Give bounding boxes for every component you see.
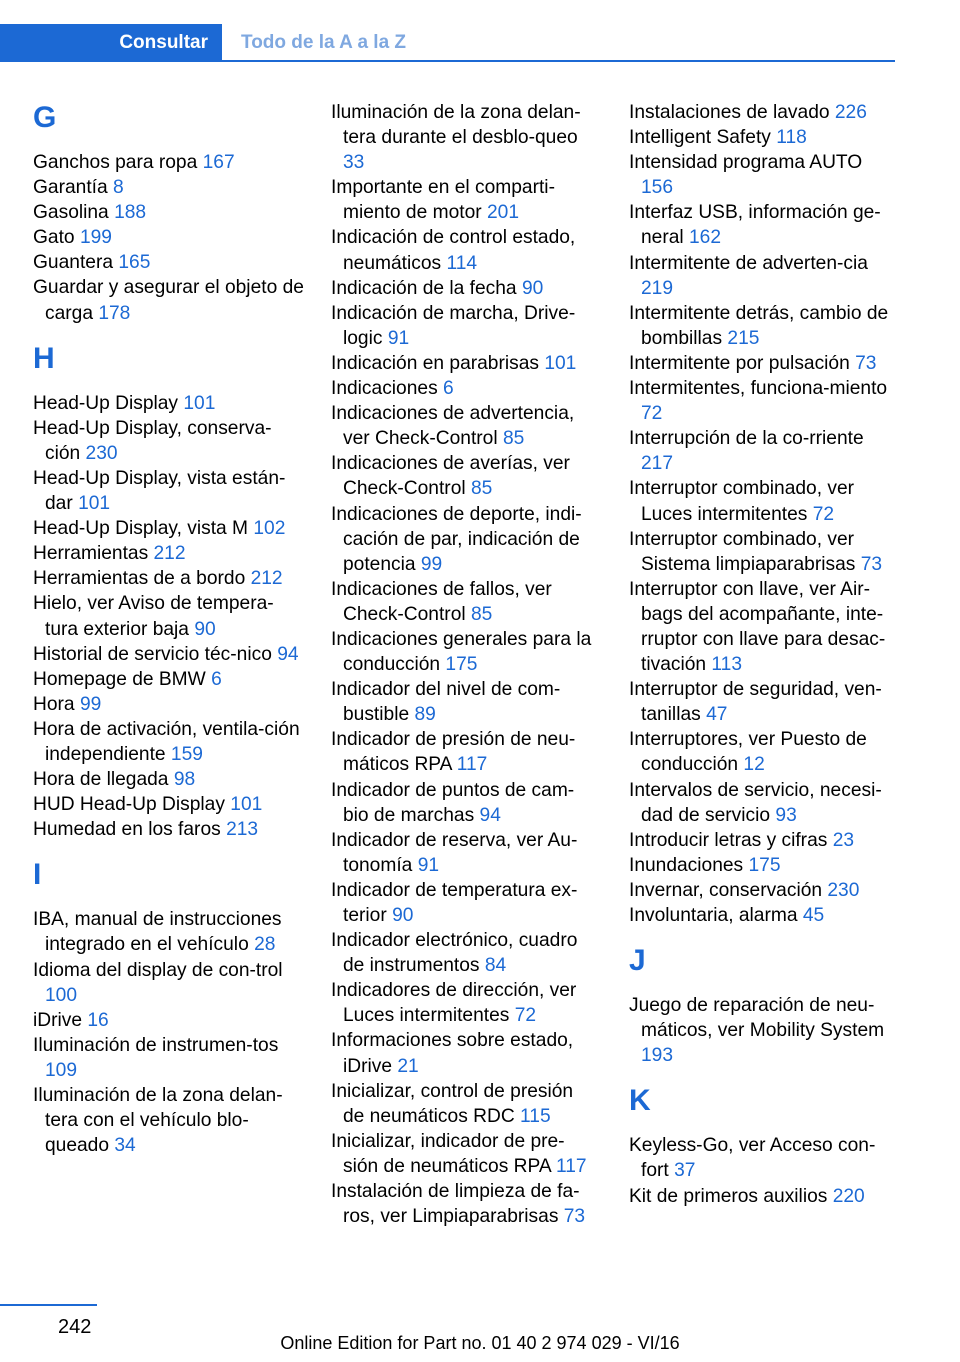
index-column-3 xyxy=(629,100,897,1209)
index-entry xyxy=(331,1129,599,1179)
index-entry-text: iDrive xyxy=(33,1009,83,1031)
index-entry xyxy=(33,792,305,817)
index-page-link[interactable]: 101 xyxy=(78,493,111,515)
index-page-link[interactable]: 175 xyxy=(748,854,781,876)
index-page-link[interactable]: 90 xyxy=(521,277,544,299)
index-page-link[interactable]: 165 xyxy=(118,252,151,274)
index-entry-text: Intensidad programa AUTO xyxy=(629,152,863,174)
index-page-link[interactable]: 12 xyxy=(743,754,765,776)
index-page-link[interactable]: 28 xyxy=(254,934,276,956)
index-entry xyxy=(629,376,897,426)
index-entry-text: Kit de primeros auxilios xyxy=(629,1185,828,1207)
index-page-link[interactable]: 99 xyxy=(79,693,102,715)
index-page-link[interactable]: 212 xyxy=(153,543,186,565)
index-entry xyxy=(629,677,897,727)
index-page-link[interactable]: 220 xyxy=(832,1185,865,1207)
index-entry xyxy=(331,376,599,401)
index-page-link[interactable]: 201 xyxy=(487,202,520,224)
index-page-link[interactable]: 94 xyxy=(479,804,501,826)
index-page-link[interactable]: 85 xyxy=(502,428,525,450)
index-entry xyxy=(33,391,305,416)
index-entry-text: Intelligent Safety xyxy=(629,127,771,149)
index-entry-text: Iluminación de la zona delan-tera durante el desblo-queo xyxy=(331,102,581,149)
index-page-link[interactable]: 90 xyxy=(392,905,414,926)
index-entry-text: Indicaciones de advertencia, ver Check-Control xyxy=(331,403,575,450)
index-entry-text: IBA, manual de instrucciones integrado en el vehículo xyxy=(33,909,282,956)
index-entry xyxy=(331,276,599,301)
index-page-link[interactable]: 91 xyxy=(387,327,410,349)
index-entry xyxy=(331,301,599,351)
index-entry xyxy=(331,1028,599,1078)
index-entry-text: Introducir letras y cifras xyxy=(629,829,828,851)
index-entry xyxy=(33,817,305,842)
index-entry-text: Hora xyxy=(33,693,75,715)
index-entry xyxy=(331,928,599,978)
index-entry-text: Intermitente detrás, cambio de bombillas xyxy=(629,302,889,349)
index-entry xyxy=(33,1083,305,1158)
index-entry-text: Indicador electrónico, cuadro de instrumentos xyxy=(331,930,578,977)
index-page-link[interactable]: 6 xyxy=(211,668,222,690)
index-entry-text: Homepage de BMW xyxy=(33,668,206,690)
index-page-link[interactable]: 94 xyxy=(277,643,299,665)
index-entry xyxy=(629,476,897,526)
index-entry-text: Guantera xyxy=(33,252,114,274)
index-entry xyxy=(331,401,599,451)
index-entry-text: Indicación en parabrisas xyxy=(331,352,539,374)
index-entry xyxy=(33,416,305,466)
index-page-link[interactable]: 89 xyxy=(414,704,436,726)
index-entry-text: Indicación de la fecha xyxy=(331,277,517,299)
index-entry-text: HUD Head-Up Display xyxy=(33,794,225,816)
index-entry xyxy=(629,200,897,250)
index-entry xyxy=(331,351,599,376)
index-entry-text: Indicador de temperatura ex-terior xyxy=(331,879,578,926)
index-page-link[interactable]: 193 xyxy=(641,1045,674,1067)
index-entry-text: Indicador del nivel de com-bustible xyxy=(331,679,561,726)
index-entry xyxy=(629,577,897,677)
index-entry xyxy=(33,1008,305,1033)
index-page-link[interactable]: 226 xyxy=(834,102,867,123)
index-entry-text: Head-Up Display, conserva-ción xyxy=(33,417,272,464)
index-entry xyxy=(331,1179,599,1229)
index-entry-text: Indicaciones de fallos, ver Check-Control xyxy=(331,578,552,625)
index-page-link[interactable]: 6 xyxy=(443,378,454,400)
index-page-link[interactable]: 230 xyxy=(827,879,860,901)
index-entry xyxy=(33,225,305,250)
index-entry xyxy=(629,903,897,928)
index-entry-text: Herramientas xyxy=(33,543,149,565)
index-entry-text: Head-Up Display xyxy=(33,392,179,414)
index-entry xyxy=(33,275,305,325)
index-entry-text: Keyless-Go, ver Acceso con-fort xyxy=(629,1135,876,1182)
index-entry xyxy=(331,1079,599,1129)
index-entry-text: Hora de llegada xyxy=(33,769,169,791)
index-entry-text: Interruptor combinado, ver Sistema limpiaparabrisas xyxy=(629,528,856,575)
index-entry-text: Indicador de reserva, ver Au-tonomía xyxy=(331,829,578,876)
index-entry xyxy=(33,692,305,717)
index-entry-text: Indicador de puntos de cam-bio de marchas xyxy=(331,779,575,826)
index-entry xyxy=(629,100,897,125)
index-page-link[interactable]: 72 xyxy=(514,1005,537,1027)
index-entry-text: Inicializar, control de presión de neumáticos RDC xyxy=(331,1080,574,1127)
index-entry xyxy=(33,175,305,200)
index-page-link[interactable]: 162 xyxy=(689,227,722,249)
index-entry-text: Humedad en los faros xyxy=(33,819,221,841)
index-entry-text: Interrupción de la co-rriente xyxy=(629,428,864,450)
index-entry xyxy=(331,100,599,175)
index-page-link[interactable]: 85 xyxy=(470,603,493,625)
index-page-link[interactable]: 215 xyxy=(727,327,760,349)
index-entry-text: Interfaz USB, información ge-neral xyxy=(629,202,881,249)
index-page-link[interactable]: 115 xyxy=(520,1105,551,1127)
index-entry xyxy=(629,727,897,777)
index-entry xyxy=(33,150,305,175)
index-page-link[interactable]: 230 xyxy=(85,442,118,464)
index-entry-text: Garantía xyxy=(33,177,108,199)
index-entry-text: Intermitente por pulsación xyxy=(629,352,850,374)
index-entry-text: Iluminación de instrumen-tos xyxy=(33,1034,279,1056)
index-entry-text: Instalaciones de lavado xyxy=(629,102,830,123)
index-entry-text: Juego de reparación de neu-máticos, ver Mobility System xyxy=(629,995,885,1042)
index-entry-text: Importante en el comparti-miento de motor xyxy=(331,177,555,224)
index-page-link[interactable]: 93 xyxy=(775,804,797,826)
index-entry xyxy=(629,150,897,200)
index-entry-text: Indicación de control estado, neumáticos xyxy=(331,227,576,274)
index-page-link[interactable]: 37 xyxy=(674,1160,696,1182)
index-entry-text: Involuntaria, alarma xyxy=(629,905,798,926)
index-page-link[interactable]: 156 xyxy=(641,177,674,199)
index-entry-text: Ganchos para ropa xyxy=(33,152,198,173)
index-entry-text: Herramientas de a bordo xyxy=(33,568,246,590)
index-page-link[interactable]: 113 xyxy=(711,654,742,676)
index-entry-text: Interruptor de seguridad, ven-tanillas xyxy=(629,679,882,726)
index-page-link[interactable]: 73 xyxy=(855,352,877,374)
index-page-link[interactable]: 117 xyxy=(555,1155,587,1177)
index-letter-heading: K xyxy=(629,1084,651,1118)
index-page-link[interactable]: 72 xyxy=(812,503,835,525)
index-page-link[interactable]: 100 xyxy=(45,984,78,1006)
index-entry xyxy=(331,175,599,225)
index-entry-text: Inicializar, indicador de pre-sión de neumáticos RPA xyxy=(331,1130,565,1177)
footer-edition-note: Online Edition for Part no. 01 40 2 974 029 - VI/16 xyxy=(280,1333,680,1353)
index-entry xyxy=(33,591,305,641)
index-page-link[interactable]: 219 xyxy=(641,277,674,299)
index-page-link[interactable]: 101 xyxy=(544,352,577,374)
index-entry-text: Indicación de marcha, Drive-logic xyxy=(331,302,576,349)
index-page-link[interactable]: 90 xyxy=(194,618,216,640)
tab-todo-a-z[interactable]: Todo de la A a la Z xyxy=(241,32,407,53)
index-entry-text: Indicaciones de deporte, indi-cación de par, indicación de potencia xyxy=(331,503,582,575)
index-entry xyxy=(629,527,897,577)
index-letter-heading: I xyxy=(33,858,42,892)
index-entry xyxy=(629,125,897,150)
index-entry xyxy=(629,993,897,1068)
index-page-link[interactable]: 188 xyxy=(114,202,147,224)
index-page-link[interactable]: 217 xyxy=(641,453,674,475)
index-page-link[interactable]: 73 xyxy=(860,553,883,575)
index-entry xyxy=(33,1033,305,1083)
index-page-link[interactable]: 117 xyxy=(456,754,488,776)
index-letter-heading: H xyxy=(33,341,55,375)
index-entry xyxy=(331,727,599,777)
index-page-link[interactable]: 85 xyxy=(470,478,493,500)
index-letter-heading: J xyxy=(629,944,646,978)
index-entry xyxy=(629,251,897,301)
index-entry-text: Indicadores de dirección, ver Luces intermitentes xyxy=(331,980,577,1027)
index-page-link[interactable]: 33 xyxy=(343,152,365,174)
index-entry-text: Indicador de presión de neu-máticos RPA xyxy=(331,729,576,776)
index-entry xyxy=(331,627,599,677)
index-entry xyxy=(331,878,599,928)
index-entry-text: Interruptores, ver Puesto de conducción xyxy=(629,729,867,776)
index-page-link[interactable]: 199 xyxy=(79,227,112,249)
index-entry-text: Invernar, conservación xyxy=(629,879,823,901)
index-entry xyxy=(331,502,599,577)
index-entry-text: Idioma del display de con-trol xyxy=(33,959,283,981)
index-entry-text: Gasolina xyxy=(33,202,109,224)
index-page-link[interactable]: 91 xyxy=(417,854,440,876)
index-entry xyxy=(33,541,305,566)
index-page-link[interactable]: 98 xyxy=(173,769,196,791)
index-page-link[interactable]: 16 xyxy=(87,1009,109,1031)
index-entry-text: Gato xyxy=(33,227,75,249)
index-entry xyxy=(33,667,305,692)
index-page-link[interactable]: 73 xyxy=(563,1206,586,1228)
index-entry xyxy=(33,958,305,1008)
index-page-link[interactable]: 45 xyxy=(802,905,825,926)
index-entry xyxy=(629,426,897,476)
index-page-link[interactable]: 101 xyxy=(183,392,216,414)
index-column-1 xyxy=(33,100,305,1158)
index-entry-text: Instalación de limpieza de fa-ros, ver Limpiaparabrisas xyxy=(331,1181,580,1228)
index-entry-text: Intervalos de servicio, necesi-dad de servicio xyxy=(629,779,882,826)
index-entry xyxy=(629,853,897,878)
index-page-link[interactable]: 159 xyxy=(170,743,203,765)
index-entry xyxy=(33,642,305,667)
index-entry xyxy=(331,778,599,828)
index-entry-text: Interruptor con llave, ver Air-bags del acompañante, inte-rruptor con llave para desac-tivación xyxy=(629,578,886,676)
index-page-link[interactable]: 118 xyxy=(776,127,807,149)
index-letter-heading: G xyxy=(33,101,57,134)
index-page-link[interactable]: 167 xyxy=(202,152,235,173)
page-number-rule xyxy=(0,1304,97,1306)
page-number: 242 xyxy=(58,1316,92,1338)
index-page-link[interactable]: 21 xyxy=(397,1055,419,1077)
index-page-link[interactable]: 212 xyxy=(250,568,283,590)
index-entry-text: Indicaciones generales para la conducción xyxy=(331,628,592,676)
index-entry xyxy=(33,717,305,767)
index-page-link[interactable]: 114 xyxy=(446,252,478,274)
index-entry-text: Inundaciones xyxy=(629,854,744,876)
index-entry xyxy=(331,828,599,878)
index-page-link[interactable]: 101 xyxy=(230,794,263,816)
index-entry xyxy=(629,828,897,853)
index-entry xyxy=(331,451,599,501)
index-entry xyxy=(331,978,599,1028)
index-page-link[interactable]: 47 xyxy=(706,704,728,726)
index-page-link[interactable]: 175 xyxy=(445,654,478,676)
index-entry xyxy=(629,878,897,903)
index-page-link[interactable]: 99 xyxy=(420,553,443,575)
index-entry xyxy=(33,566,305,591)
index-entry xyxy=(33,907,305,957)
index-entry-text: Indicaciones xyxy=(331,378,438,400)
index-entry xyxy=(629,301,897,351)
index-entry xyxy=(331,225,599,275)
index-entry-text: Intermitente de adverten-cia xyxy=(629,252,868,274)
index-entry xyxy=(33,250,305,275)
index-entry xyxy=(33,516,305,541)
index-entry xyxy=(33,200,305,225)
index-page-link[interactable]: 102 xyxy=(253,518,286,540)
index-entry-text: Informaciones sobre estado, iDrive xyxy=(331,1030,574,1077)
index-entry xyxy=(33,466,305,516)
index-entry-text: Iluminación de la zona delan-tera con el vehículo blo-queado xyxy=(33,1085,283,1157)
index-entry-text: Hora de activación, ventila-ción independiente xyxy=(33,718,300,765)
index-page-link[interactable]: 72 xyxy=(641,403,663,425)
index-entry-text: Interruptor combinado, ver Luces intermitentes xyxy=(629,478,855,525)
index-page-link[interactable]: 213 xyxy=(226,819,259,841)
index-page-link[interactable]: 34 xyxy=(114,1135,136,1157)
index-entry-text: Head-Up Display, vista están-dar xyxy=(33,467,286,515)
index-entry xyxy=(33,767,305,792)
index-page-link[interactable]: 23 xyxy=(832,829,855,851)
tab-consultar[interactable]: Consultar xyxy=(0,24,222,62)
index-page-link[interactable]: 84 xyxy=(484,955,507,977)
index-entry xyxy=(629,778,897,828)
index-entry xyxy=(629,351,897,376)
index-page-link[interactable]: 178 xyxy=(98,302,131,324)
index-entry-text: Indicaciones de averías, ver Check-Control xyxy=(331,453,570,500)
index-entry-text: Intermitentes, funciona-miento xyxy=(629,378,888,400)
index-entry xyxy=(629,1184,897,1209)
index-entry xyxy=(331,577,599,627)
index-entry xyxy=(629,1133,897,1183)
index-page-link[interactable]: 8 xyxy=(113,177,124,199)
index-entry xyxy=(331,677,599,727)
index-page-link[interactable]: 109 xyxy=(45,1059,78,1081)
index-column-2 xyxy=(331,100,599,1229)
header-rule xyxy=(0,60,895,62)
page-header xyxy=(0,24,895,62)
index-entry-text: Guardar y asegurar el objeto de carga xyxy=(33,277,304,324)
index-entry-text: Historial de servicio téc-nico xyxy=(33,643,272,665)
index-entry-text: Hielo, ver Aviso de tempera-tura exterior baja xyxy=(33,593,274,640)
index-entry-text: Head-Up Display, vista M xyxy=(33,518,249,540)
